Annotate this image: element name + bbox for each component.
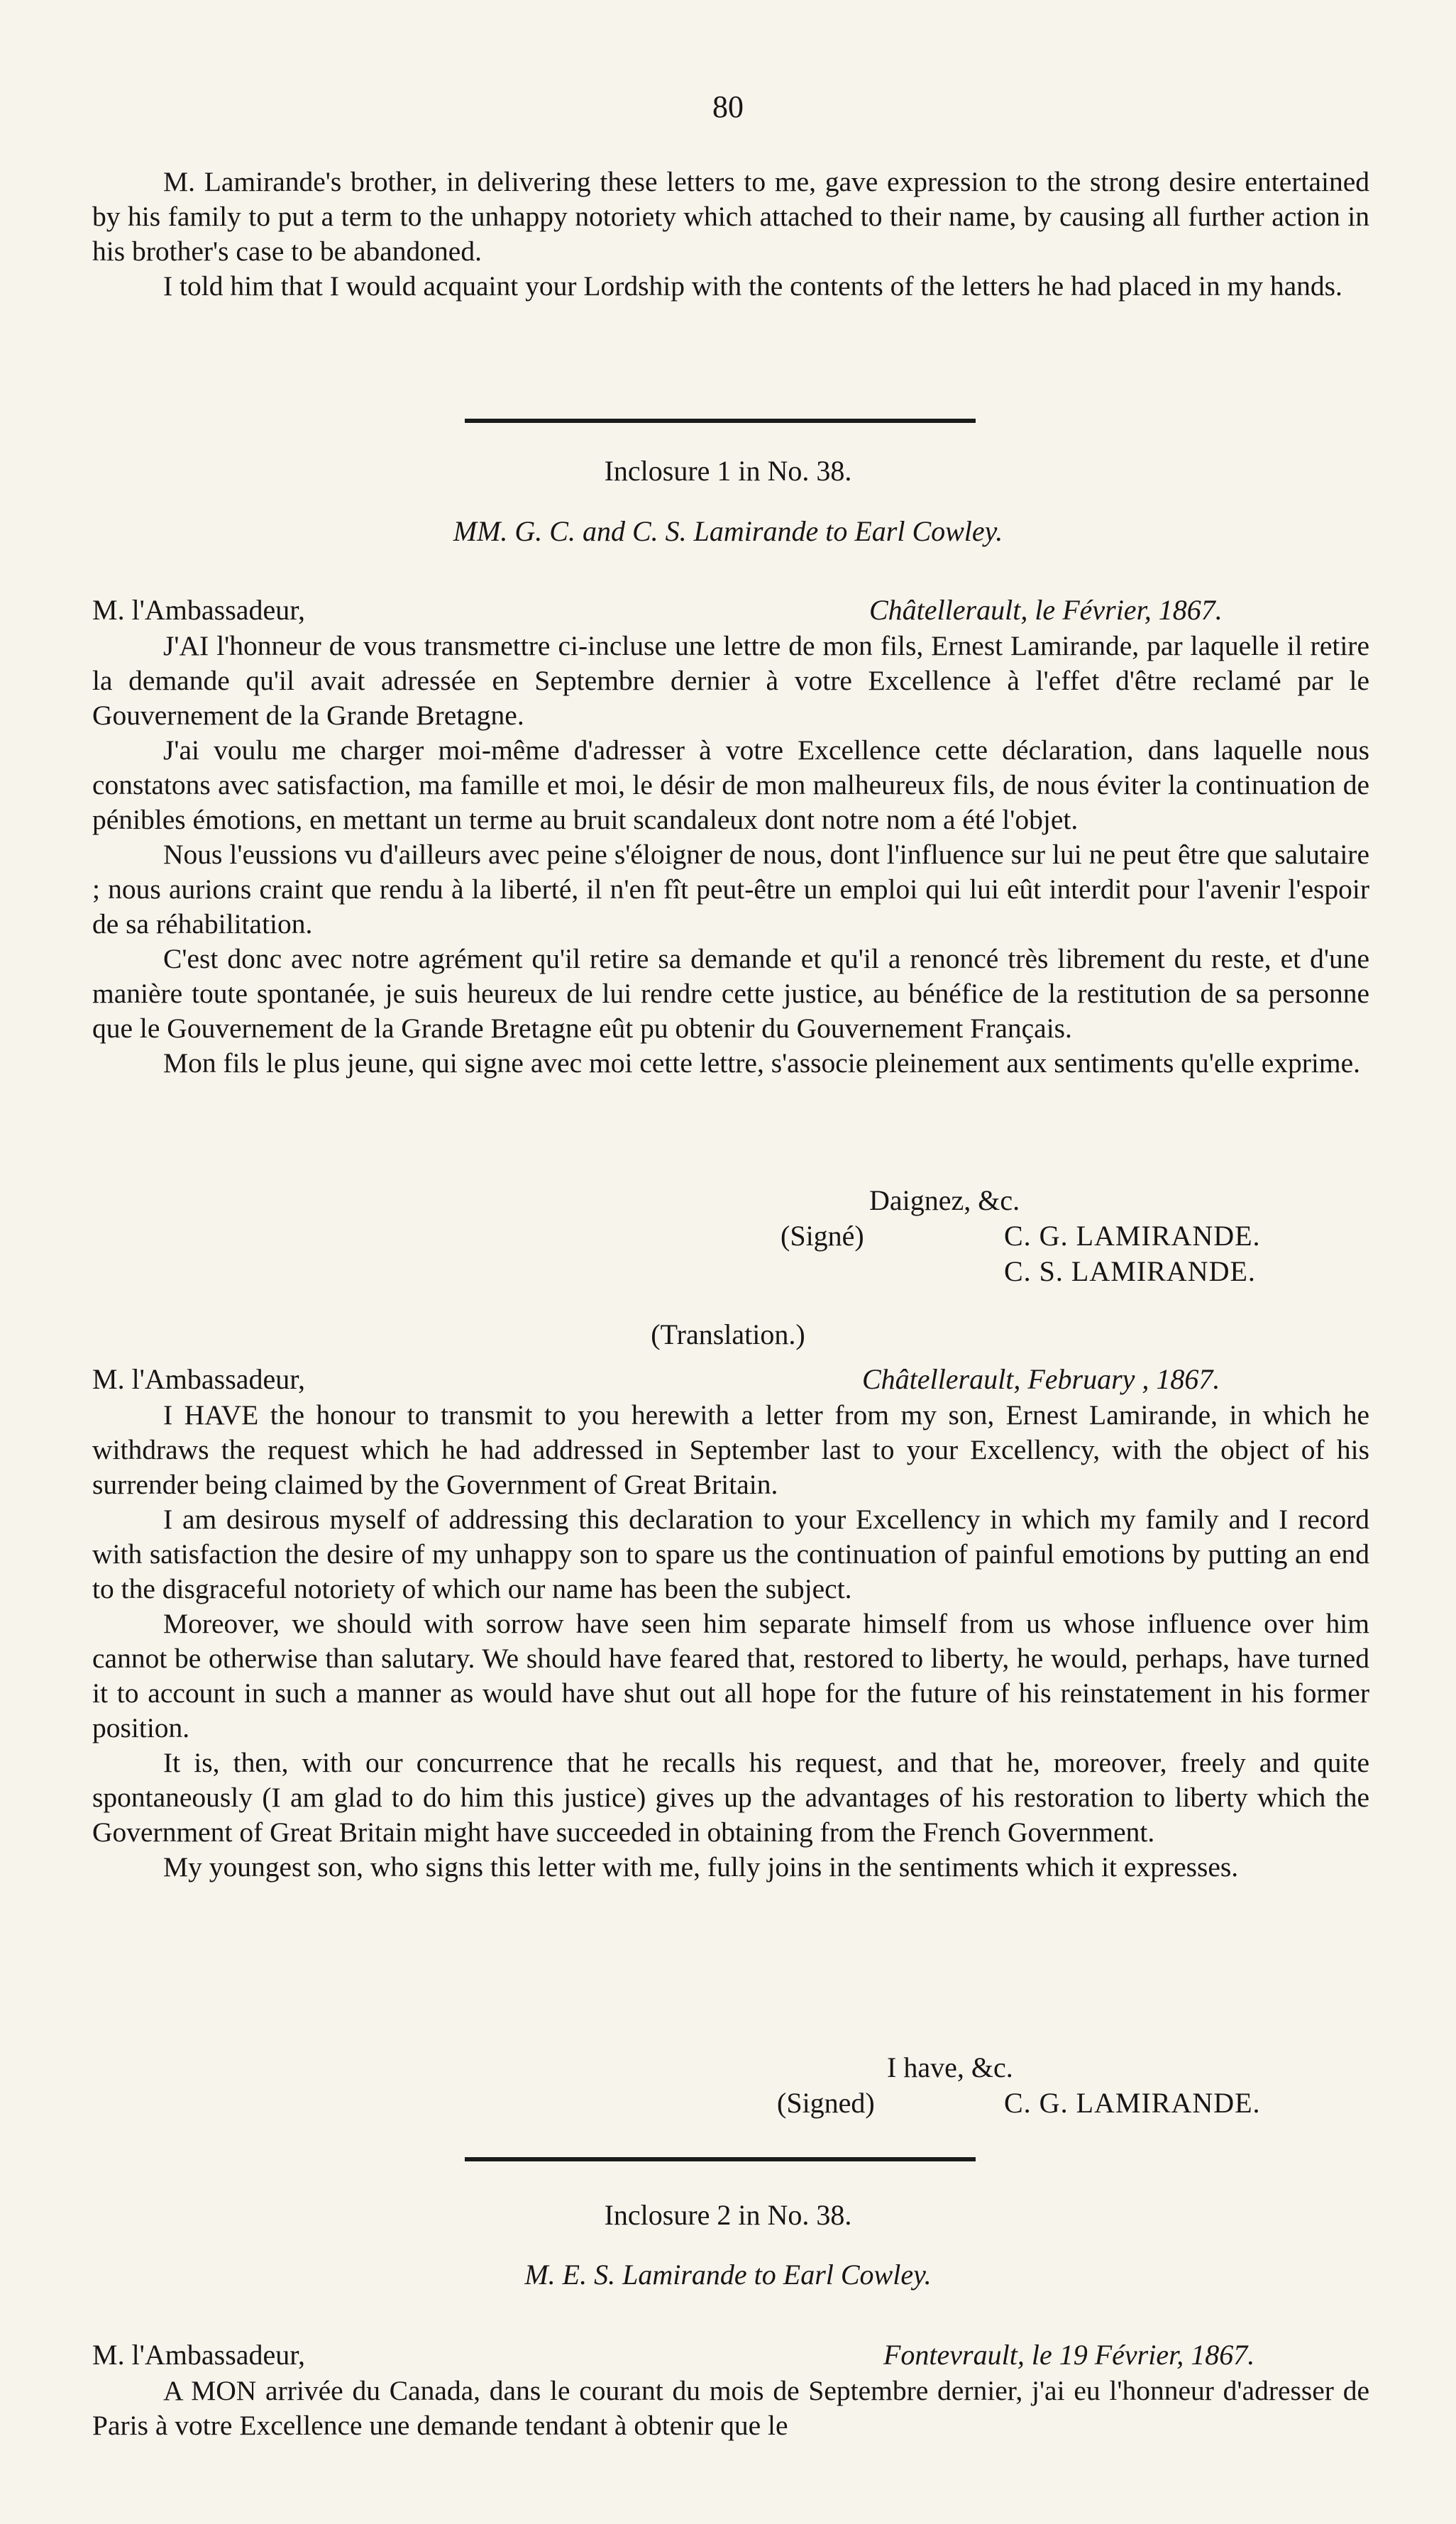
translation-body [92, 1398, 1369, 1885]
inclosure1-paragraph: J'ai voulu me charger moi-même d'adresser à votre Excellence cette déclaration, dans laquelle nous constatons avec satisfaction, ma famille et moi, le désir de mon malheureux fils, de nous éviter la continuation de pénibles émotions, en mettant un terme au bruit scandaleux dont notre nom a été l'objet. [92, 734, 1369, 835]
translation-paragraph: I am desirous myself of addressing this declaration to your Excellency in which my family and I record with satisfaction the desire of my unhappy son to spare us the continuation of painful emotions by putting an end to the disgraceful notoriety of which our name has been the subject. [92, 1504, 1369, 1604]
translation-paragraph: It is, then, with our concurrence that he recalls his request, and that he, moreover, freely and quite spontaneously (I am glad to do him this justice) gives up the advantages of his restoration to liberty which the Government of Great Britain might have succeeded in obtaining from the French Government. [92, 1747, 1369, 1848]
inclosure1-heading: Inclosure 1 in No. 38. [604, 455, 852, 487]
translation-signer: C. G. LAMIRANDE. [1004, 2087, 1261, 2119]
section-divider [465, 2157, 976, 2161]
inclosure1-signer2: C. S. LAMIRANDE. [1004, 1255, 1256, 1287]
inclosure2-dateline: Fontevrault, le 19 Février, 1867. [883, 2339, 1255, 2371]
inclosure2-body [92, 2374, 1369, 2443]
inclosure1-paragraph: C'est donc avec notre agrément qu'il retire sa demande et qu'il a renoncé très librement du reste, et d'une manière toute spontanée, je suis heureux de lui rendre cette justice, au bénéfice de la restitution de sa personne que le Gouvernement de la Grande Bretagne eût pu obtenir du Gouvernement Français. [92, 943, 1369, 1044]
intro-section [92, 165, 1369, 304]
inclosure1-subheading: MM. G. C. and C. S. Lamirande to Earl Cowley. [453, 515, 1003, 547]
section-divider [465, 419, 976, 423]
page-number: 80 [712, 89, 744, 124]
translation-heading: (Translation.) [651, 1318, 805, 1350]
translation-dateline: Châtellerault, February , 1867. [862, 1363, 1220, 1395]
intro-paragraph: M. Lamirande's brother, in delivering these letters to me, gave expression to the strong desire entertained by his family to put a term to the unhappy notoriety which attached to their name, by causing all further action in his brother's case to be abandoned. [92, 166, 1369, 267]
inclosure1-dateline: Châtellerault, le Février, 1867. [869, 594, 1223, 626]
translation-paragraph: I HAVE the honour to transmit to you herewith a letter from my son, Ernest Lamirande, in which he withdraws the request which he had addressed in September last to your Excellency, with the object of his surrender being claimed by the Government of Great Britain. [92, 1399, 1369, 1500]
inclosure1-signer1: C. G. LAMIRANDE. [1004, 1220, 1261, 1252]
inclosure2-heading: Inclosure 2 in No. 38. [604, 2199, 852, 2231]
inclosure1-body [92, 629, 1369, 1081]
translation-paragraph: My youngest son, who signs this letter with me, fully joins in the sentiments which it expresses. [163, 1851, 1239, 1883]
inclosure1-paragraph: Nous l'eussions vu d'ailleurs avec peine s'éloigner de nous, dont l'influence sur lui ne peut être que salutaire ; nous aurions craint que rendu à la liberté, il n'en fît peut-être un emploi qui lui eût interdit pour l'avenir l'espoir de sa réhabilitation. [92, 839, 1369, 939]
inclosure1-closing: Daignez, &c. [869, 1184, 1020, 1216]
translation-closing: I have, &c. [887, 2051, 1013, 2083]
translation-salutation: M. l'Ambassadeur, [92, 1363, 305, 1395]
inclosure1-signed-label: (Signé) [781, 1220, 864, 1252]
inclosure2-paragraph: A MON arrivée du Canada, dans le courant du mois de Septembre dernier, j'ai eu l'honneur d'adresser de Paris à votre Excellence une demande tendant à obtenir que le [92, 2375, 1369, 2441]
inclosure1-salutation: M. l'Ambassadeur, [92, 594, 305, 626]
translation-paragraph: Moreover, we should with sorrow have seen him separate himself from us whose influence over him cannot be otherwise than salutary. We should have feared that, restored to liberty, he would, perhaps, have turned it to account in such a manner as would have shut out all hope for the future of his reinstatement in his former position. [92, 1608, 1369, 1743]
inclosure2-salutation: M. l'Ambassadeur, [92, 2339, 305, 2371]
translation-signed-label: (Signed) [777, 2087, 875, 2119]
inclosure2-subheading: M. E. S. Lamirande to Earl Cowley. [524, 2259, 932, 2291]
inclosure1-paragraph: Mon fils le plus jeune, qui signe avec moi cette lettre, s'associe pleinement aux sentiments qu'elle exprime. [163, 1047, 1361, 1079]
intro-paragraph: I told him that I would acquaint your Lordship with the contents of the letters he had placed in my hands. [163, 270, 1342, 302]
inclosure1-paragraph: J'AI l'honneur de vous transmettre ci-incluse une lettre de mon fils, Ernest Lamirande, par laquelle il retire la demande qu'il avait adressée en Septembre dernier à votre Excellence à l'effet d'être reclamé par le Gouvernement de la Grande Bretagne. [92, 630, 1369, 731]
